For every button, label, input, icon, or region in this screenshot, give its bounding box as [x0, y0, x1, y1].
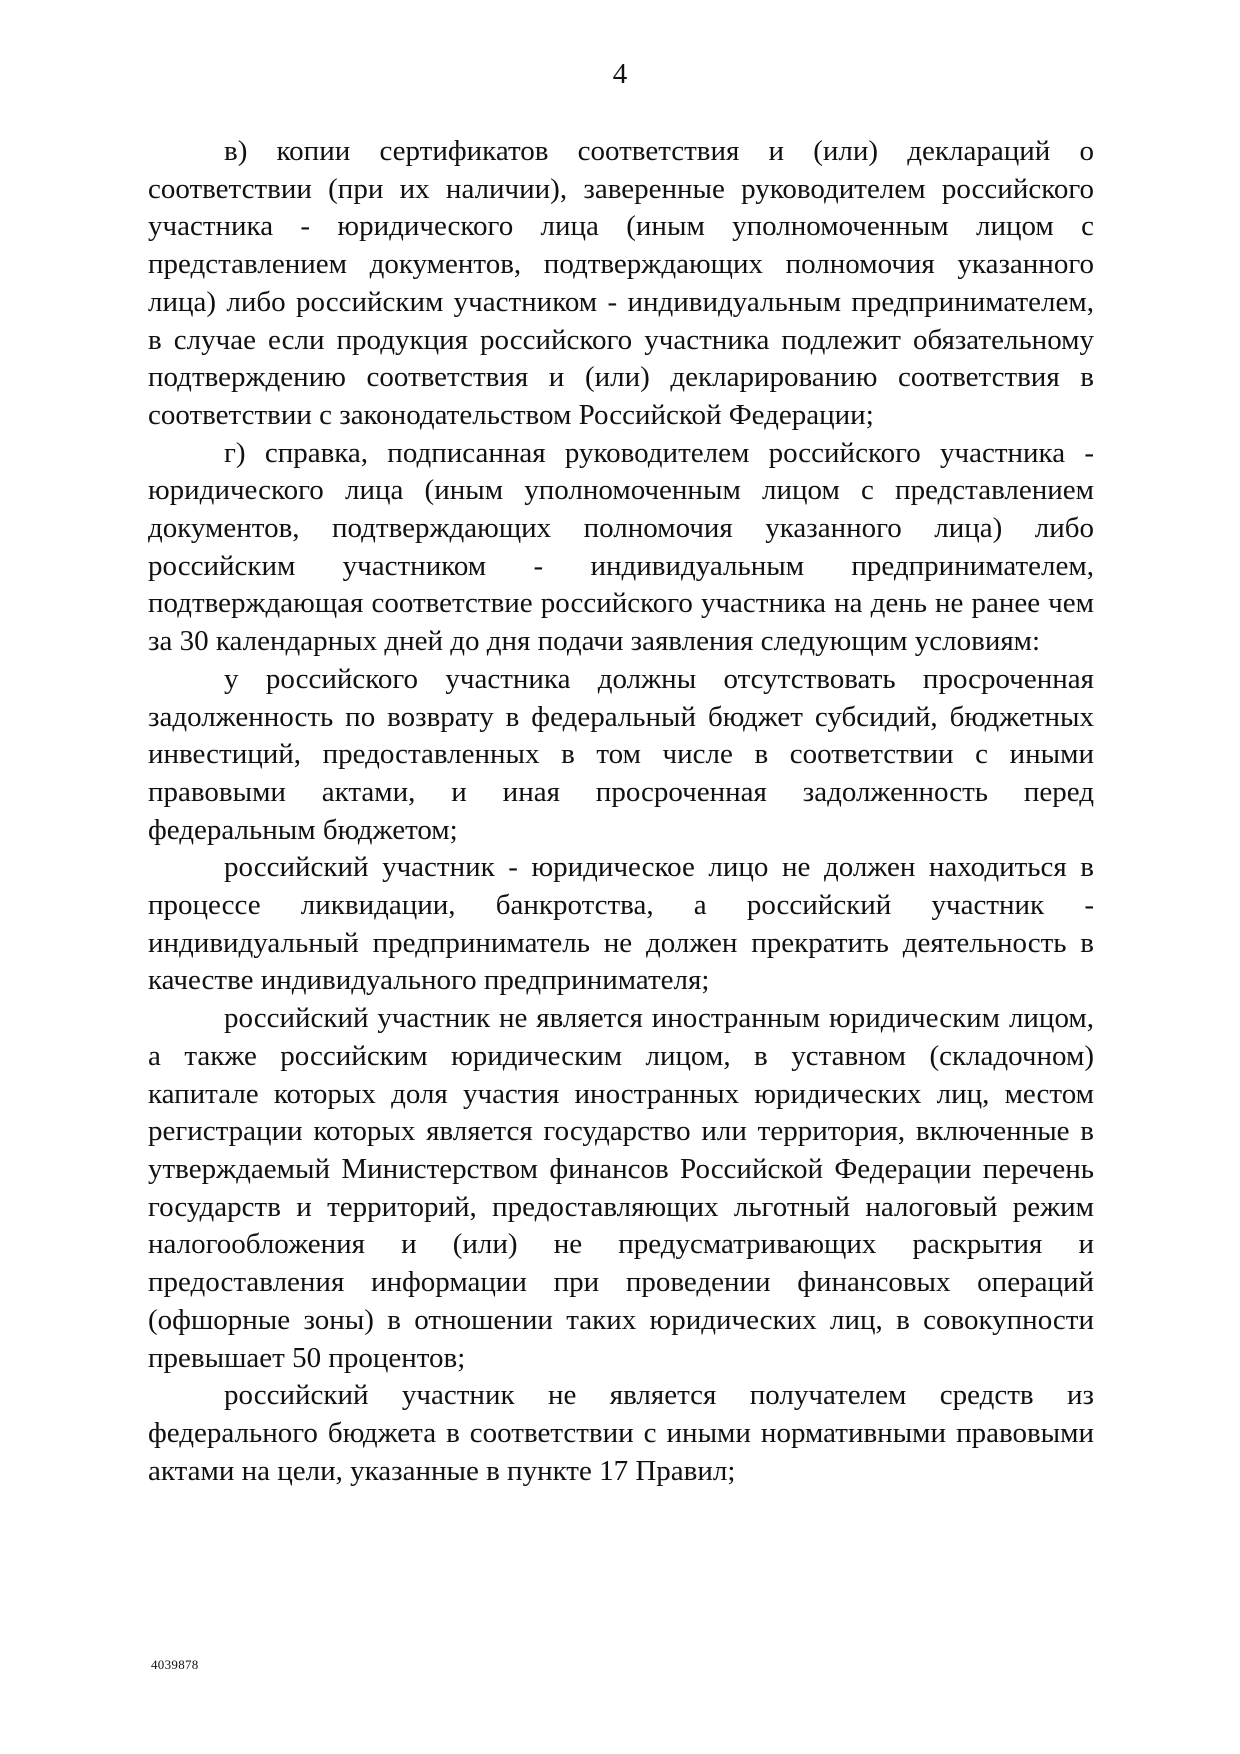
paragraph-condition-foreign: российский участник не является иностранным юридическим лицом, а также российским юридическим лицом, в уставном (складочном) капитале которых доля участия иностранных юридических лиц, местом регистрации которых является государство или территория, включенные в утверждаемый Министерством финансов Российской Федерации перечень государств и территорий, предоставляющих льготный налоговый режим налогообложения и (или) не предусматривающих раскрытия и предоставления информации при проведении финансовых операций (офшорные зоны) в отношении таких юридических лиц, в совокупности превышает 50 процентов; — [148, 1002, 1094, 1374]
page-number: 4 — [612, 58, 628, 90]
document-code: 4039878 — [151, 1657, 199, 1672]
paragraph-condition-funds: российский участник не является получателем средств из федерального бюджета в соответствии с иными нормативными правовыми актами на цели, указанные в пункте 17 Правил; — [148, 1379, 1094, 1487]
paragraph-item-g: г) справка, подписанная руководителем российского участника - юридического лица (иным уполномоченным лицом с представлением документов, подтверждающих полномочия указанного лица) либо российским участником - индивидуальным предпринимателем, подтверждающая соответствие российского участника на день не ранее чем за 30 календарных дней до дня подачи заявления следующим условиям: — [148, 436, 1094, 658]
paragraph-item-v: в) копии сертификатов соответствия и (или) деклараций о соответствии (при их наличии), заверенные руководителем российского участника - юридического лица (иным уполномоченным лицом с представлением документов, подтверждающих полномочия указанного лица) либо российским участником - индивидуальным предпринимателем, в случае если продукция российского участника подлежит обязательному подтверждению соответствия и (или) декларированию соответствия в соответствии с законодательством Российской Федерации; — [148, 135, 1094, 431]
document-body — [148, 133, 1094, 1490]
paragraph-condition-liquidation: российский участник - юридическое лицо не должен находиться в процессе ликвидации, банкротства, а российский участник - индивидуальный предприниматель не должен прекратить деятельность в качестве индивидуального предпринимателя; — [148, 851, 1094, 997]
paragraph-condition-debt: у российского участника должны отсутствовать просроченная задолженность по возврату в федеральный бюджет субсидий, бюджетных инвестиций, предоставленных в том числе в соответствии с иными правовыми актами, и иная просроченная задолженность перед федеральным бюджетом; — [148, 662, 1094, 846]
